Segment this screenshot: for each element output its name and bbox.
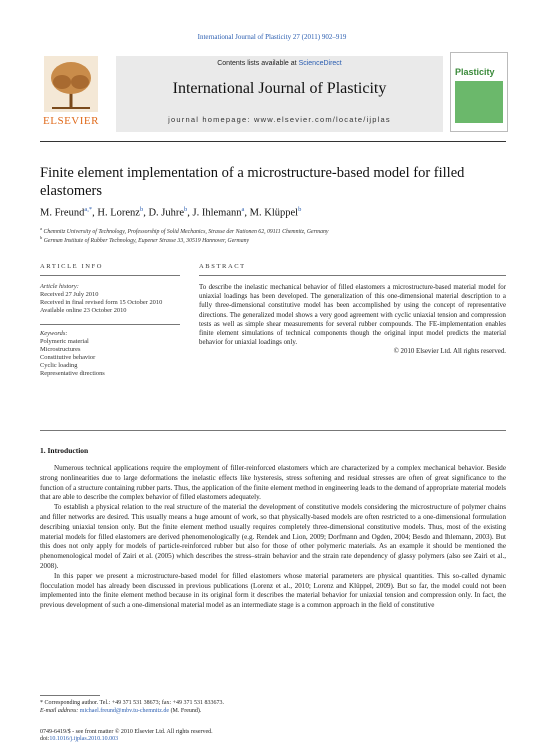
abstract-text: To describe the inelastic mechanical behavior of filled elastomers a microstructure-based material model for uniaxial loadings has been developed. The generalization of this one-dimensional material description to a fully three-dimensional constitutive model has been accomplished by using the concept of representative directions. The generalized model shows a very good agreement with cyclic uniaxial tension and compression tests as well as simple shear measurements for several rubber compounds. The FE-implementation enables finite element simulations of technical components though the original input model predicts the material behavior for uniaxial loadings only. [199,284,506,347]
author-affiliation-marker[interactable]: b [184,206,188,213]
paragraph: Numerous technical applications require the employment of filler-reinforced elastomers which are characterized by a complex mechanical behavior. Beside strong nonlinearities due to large deformations the inelastic effects like hysteresis, stress softening and residual stresses are often of great significance to the function of a structure containing rubber parts. Thus, the application of the finite element method in engineering leads to the demand of appropriate material models that are able to describe the complex behavior of filled elastomers adequately. [40,464,506,502]
author-affiliation-marker[interactable]: a [241,206,245,213]
keyword: Microstructures [40,346,81,353]
keyword: Constitutive behavior [40,354,96,361]
affiliation-marker: b [40,235,43,240]
issn-line: 0749-6419/$ - see front matter © 2010 Elsevier Ltd. All rights reserved. [40,729,213,735]
info-divider [40,324,180,325]
cover-graphic [455,81,503,123]
history-online: Available online 23 October 2010 [40,307,127,314]
contents-prefix: Contents lists available at [217,60,299,67]
doi-line [40,736,118,742]
history-label: Article history: [40,283,79,290]
affiliation-a [40,226,328,235]
abstract-rule [199,275,506,276]
author-affiliation-marker[interactable]: a,* [84,206,93,213]
corresponding-author: * Corresponding author. Tel.: +49 371 531 38673; fax: +49 371 531 833673. [40,700,225,706]
doi-link[interactable]: 10.1016/j.ijplas.2010.10.003 [49,736,119,742]
author-name[interactable]: D. Juhre [148,207,185,219]
keywords-label: Keywords: [40,330,68,337]
article-info-rule [40,275,180,276]
abstract-copyright: © 2010 Elsevier Ltd. All rights reserved. [393,348,506,356]
article-info-heading: ARTICLE INFO [40,263,104,270]
paragraph: In this paper we present a microstructure-based model for filled elastomers whose material parameters are physical quantities. This so-called dynamic flocculation model has already been discussed in previous publications (Lorenz et al., 2010; Lorenz and Klüppel, 2009). But so far, the model could not been implemented into the finite element method because in its original form it describes the material behavior for uniaxial tension and compression only. In fact, the previous development of such a one-dimensional material model as an intermediate stage is a common approach in the field of constitutive [40,571,506,610]
homepage-link[interactable]: www.elsevier.com/locate/ijplas [253,115,391,124]
paragraph: To establish a physical relation to the real structure of the material the development of constitutive models considering the microstructure of polymer chains and filler networks are desired. This usually means a huge amount of work, so that physically-based models are often restricted to a one-dimensional formulation describing uniaxial tension only. But the finite element method usually requires completely three-dimensional constitutive models. Thus, most of the existing material models for filled elastomers are derived phenomenologically (e.g. Rendek and Lion, 2009; Dorfmann and Ogden, 2004; Besdo and Ihlemann, 2003). But this does not only apply for models of particle-reinforced rubber but also for those of other polymeric materials. As an example it should be mentioned the phenomenological model of Zairi et al. (2005) which describes the stress–strain behavior and the strain rate dependency of glassy polymers (also see Zairi et al., 2008). [40,503,506,570]
cover-title: Plasticity [455,67,495,77]
abstract-body [199,283,506,357]
affiliation-marker: a [40,226,42,231]
email-suffix: (M. Freund). [169,708,202,714]
homepage-prefix: journal homepage: [168,115,254,124]
article-info-panel [40,283,180,378]
email-link[interactable]: michael.freund@mbv.tu-chemnitz.de [79,708,170,714]
introduction-body [40,464,506,611]
email-line [40,707,506,715]
author-list: M. Freund$^{a,*}$, H. Lorenz$^b$, D. Juhre$^b$, J. Ihlemann$^a$, M. Klüppel$^b$ [40,206,302,219]
history-received: Received 27 July 2010 [40,291,99,298]
affiliation-text: Chemnitz University of Technology, Professorship of Solid Mechanics, Strasse der Nationen 62, 09111 Chemnitz, Germany [43,228,329,235]
elsevier-logo [40,52,102,130]
article-title: Finite element implementation of a microstructure-based model for filled elastomers [40,165,465,199]
abstract-heading: ABSTRACT [199,263,246,270]
journal-reference[interactable]: International Journal of Plasticity 27 (2011) 902–919 [197,33,347,41]
history-revised: Received in final revised form 15 October 2010 [40,299,163,306]
abstract-bottom-rule [40,430,506,431]
header-rule [40,141,506,142]
author-affiliation-marker[interactable]: b [139,206,144,213]
affiliation-text: German Institute of Rubber Technology, Eupener Strasse 33, 30519 Hannover, Germany [43,237,250,244]
footnote [40,699,506,715]
journal-cover-thumbnail [450,52,508,132]
keyword: Representative directions [40,370,105,377]
author-name[interactable]: M. Freund [40,207,85,219]
front-matter [40,728,213,736]
journal-homepage [116,115,443,124]
author-name[interactable]: H. Lorenz [97,207,140,219]
keyword: Polymeric material [40,338,89,345]
sciencedirect-link[interactable]: ScienceDirect [298,60,342,67]
journal-title: International Journal of Plasticity [172,80,387,97]
author-name[interactable]: M. Klüppel [249,207,299,219]
doi-prefix: doi: [40,736,50,742]
footnote-rule [40,695,100,696]
keyword: Cyclic loading [40,362,78,369]
affiliation-b [40,235,249,244]
author-name[interactable]: J. Ihlemann [192,207,242,219]
author-affiliation-marker[interactable]: b [298,206,302,213]
section-heading-introduction: 1. Introduction [40,446,89,455]
contents-line [116,60,443,67]
publisher-name: ELSEVIER [43,115,99,127]
email-label: E-mail address: [40,708,80,714]
